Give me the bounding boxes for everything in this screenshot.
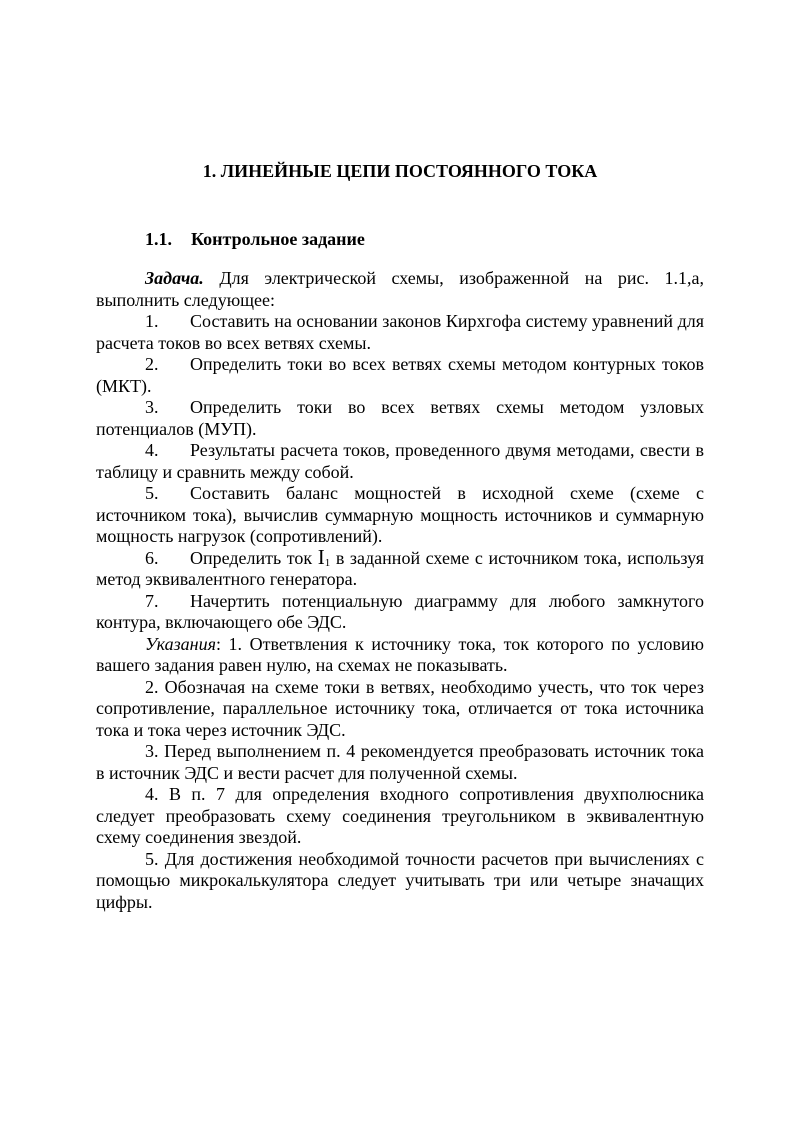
list-item [96,440,704,483]
section-title: Контрольное задание [191,229,365,249]
item-text: Начертить потенциальную диаграмму для любого замкнутого контура, включающего обе ЭДС. [96,590,704,632]
current-symbol: I [317,544,325,569]
task-label: Задача. [145,268,204,288]
item-text: Определить ток [190,547,318,568]
body-text [96,268,704,913]
item-number: 3. [145,397,159,417]
list-item [96,354,704,397]
list-item [96,311,704,354]
section-heading [145,229,365,250]
item-text: Определить токи во всех ветвях схемы методом контурных токов (МКТ). [96,354,704,396]
section-number: 1.1. [145,229,172,249]
item-text: в заданной схеме с источником тока, используя метод эквивалентного генератора. [96,547,704,589]
note-item: 5. Для достижения необходимой точности расчетов при вычислениях с помощью микрокалькулятора следует учитывать три или четыре значащих цифры. [96,848,704,912]
list-item [96,591,704,634]
task-intro: Для электрической схемы, изображенной на рис. 1.1,а, выполнить следующее: [96,268,704,310]
task-paragraph [96,268,704,311]
current-subscript: 1 [324,556,331,569]
notes-label: Указания [145,633,216,654]
notes-paragraph [96,634,704,677]
item-text: Составить баланс мощностей в исходной схеме (схеме с источником тока), вычислив суммарную мощность источников и суммарную мощность нагрузок (сопротивлений). [96,483,704,546]
note-item: 2. Обозначая на схеме токи в ветвях, необходимо учесть, что ток через сопротивление, параллельное источнику тока, отличается от тока источника тока и тока через источник ЭДС. [96,676,704,740]
note-item: 3. Перед выполнением п. 4 рекомендуется преобразовать источник тока в источник ЭДС и вести расчет для полученной схемы. [96,741,704,783]
item-number: 6. [145,547,159,568]
item-number: 4. [145,440,159,460]
item-number: 5. [145,483,159,503]
item-text: Составить на основании законов Кирхгофа систему уравнений для расчета токов во всех ветвях схемы. [96,311,704,353]
notes-first: : 1. Ответвления к источнику тока, ток которого по условию вашего задания равен нулю, на схемах не показывать. [96,633,704,675]
item-text: Результаты расчета токов, проведенного двумя методами, свести в таблицу и сравнить между собой. [96,440,704,482]
item-number: 2. [145,354,159,374]
item-number: 7. [145,590,159,611]
item-number: 1. [145,311,159,331]
list-item [96,483,704,548]
list-item [96,397,704,440]
list-item [96,544,704,591]
chapter-title: 1. ЛИНЕЙНЫЕ ЦЕПИ ПОСТОЯННОГО ТОКА [202,161,598,181]
item-text: Определить токи во всех ветвях схемы методом узловых потенциалов (МУП). [96,397,704,439]
note-item: 4. В п. 7 для определения входного сопротивления двухполюсника следует преобразовать схему соединения треугольником в эквивалентную схему соединения звездой. [96,784,704,847]
